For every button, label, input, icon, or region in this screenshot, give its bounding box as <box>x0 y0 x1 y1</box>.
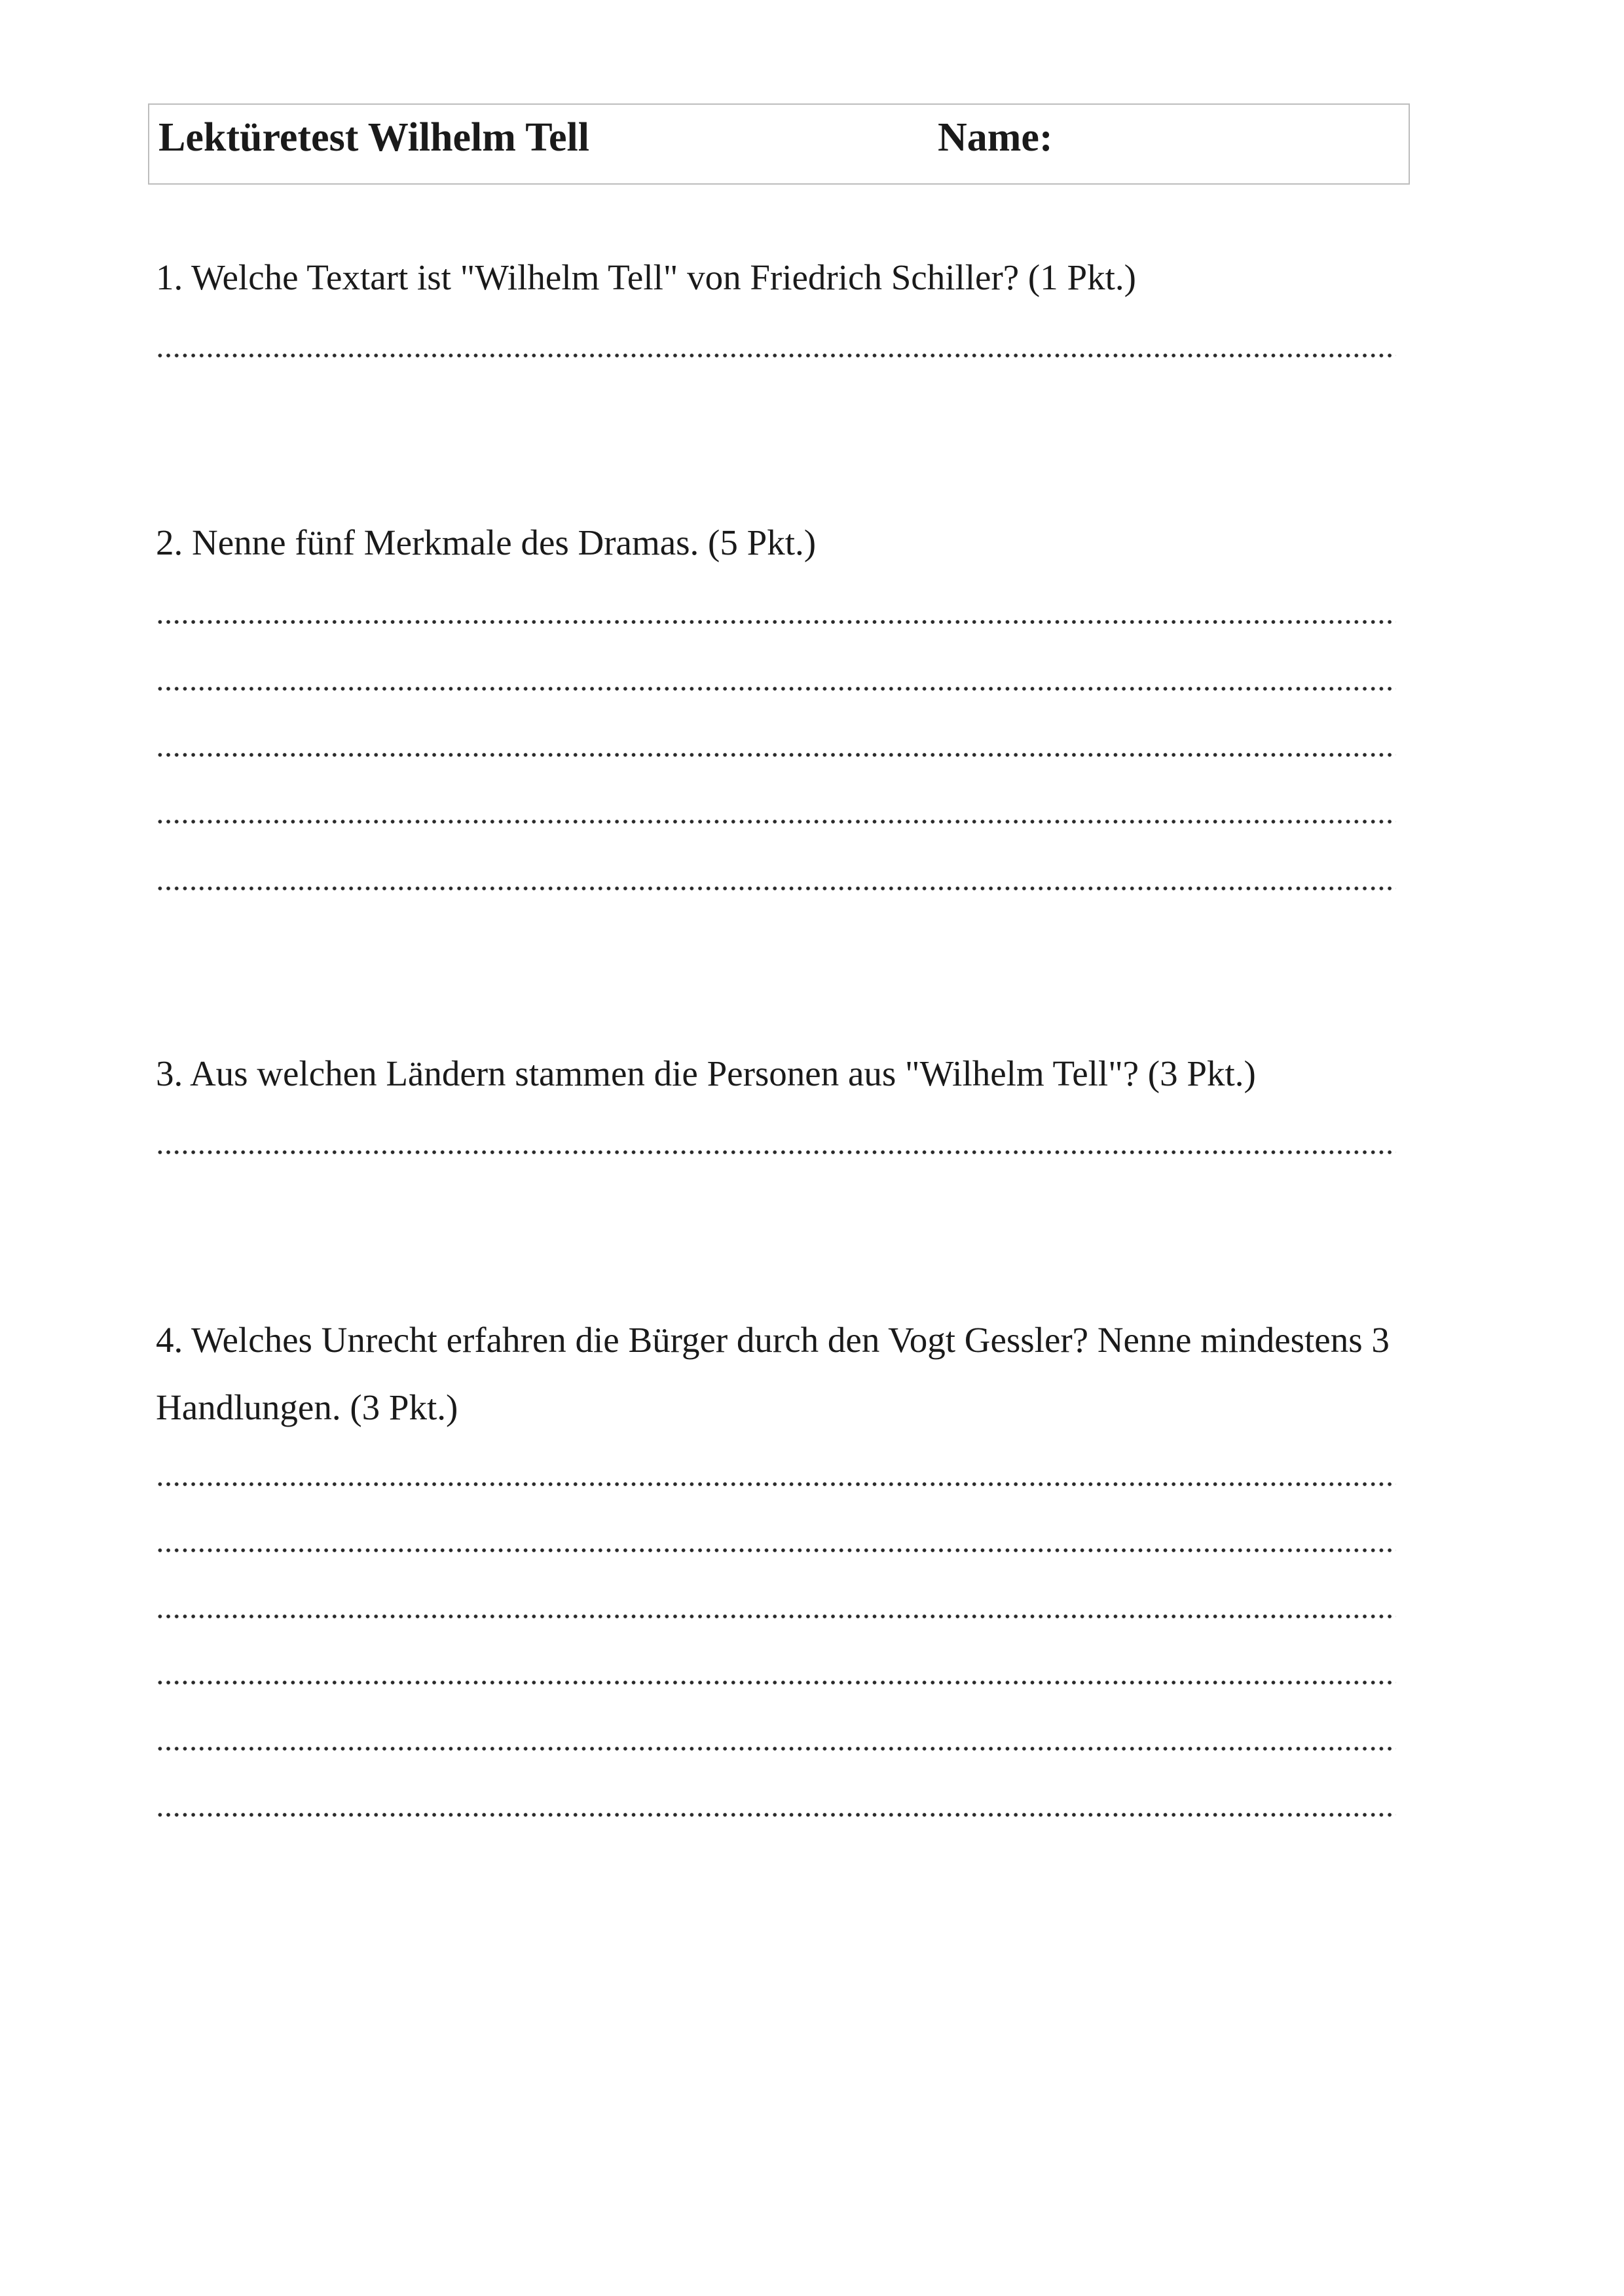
answer-line-2-3[interactable] <box>156 753 1396 757</box>
answer-line-2-4[interactable] <box>156 820 1396 824</box>
question-3: 3. Aus welchen Ländern stammen die Personen aus "Wilhelm Tell"? (3 Pkt.) <box>156 1053 1256 1093</box>
header-box <box>148 103 1410 185</box>
question-2: 2. Nenne fünf Merkmale des Dramas. (5 Pkt.) <box>156 522 817 562</box>
answer-line-2-5[interactable] <box>156 886 1396 890</box>
answer-line-4-2[interactable] <box>156 1548 1396 1552</box>
name-label: Name: <box>938 115 1053 160</box>
answer-line-2-2[interactable] <box>156 687 1396 691</box>
answer-line-4-6[interactable] <box>156 1813 1396 1817</box>
answer-line-2-1[interactable] <box>156 620 1396 624</box>
answer-line-4-3[interactable] <box>156 1614 1396 1618</box>
answer-line-4-4[interactable] <box>156 1681 1396 1685</box>
test-title: Lektüretest Wilhelm Tell <box>158 115 589 160</box>
question-1: 1. Welche Textart ist "Wilhelm Tell" von Friedrich Schiller? (1 Pkt.) <box>156 257 1136 297</box>
answer-line-1-1[interactable] <box>156 354 1396 357</box>
answer-line-3-1[interactable] <box>156 1150 1396 1154</box>
question-4: 4. Welches Unrecht erfahren die Bürger durch den Vogt Gessler? Nenne mindestens 3 Handlungen. (3 Pkt.) <box>156 1320 1390 1427</box>
answer-line-4-5[interactable] <box>156 1747 1396 1751</box>
answer-line-4-1[interactable] <box>156 1482 1396 1486</box>
